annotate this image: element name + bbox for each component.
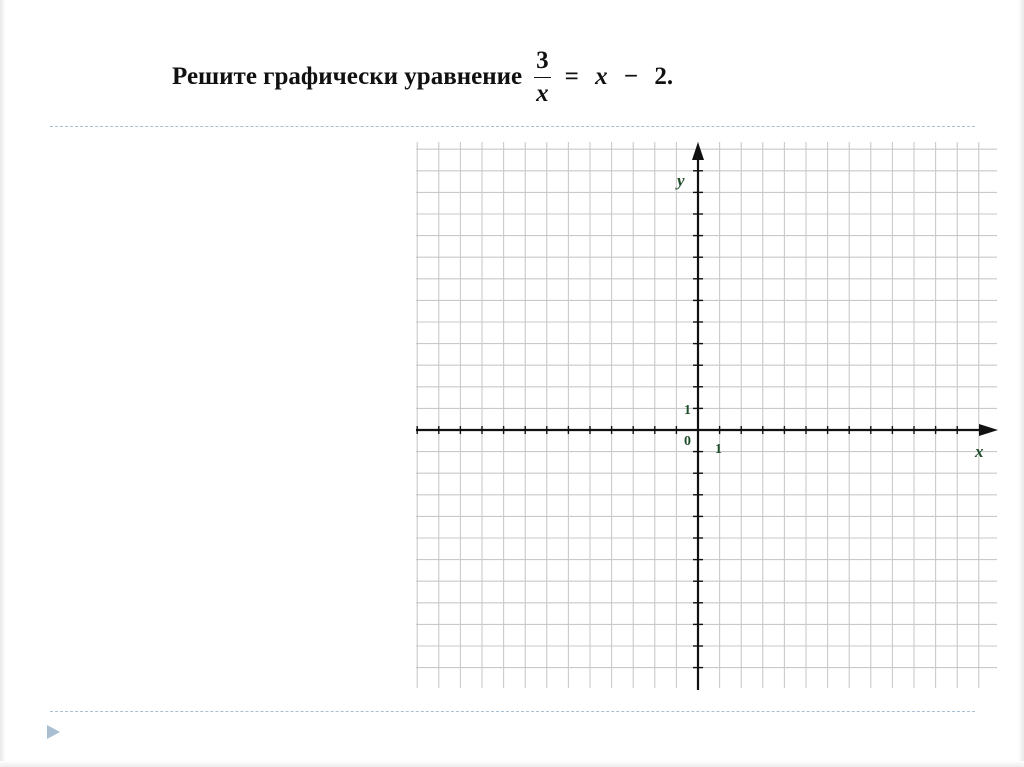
triangle-right-icon[interactable] xyxy=(44,723,62,741)
axis-ticks xyxy=(417,171,957,668)
equation-rhs-constant: 2. xyxy=(654,63,674,90)
y-axis-label: y xyxy=(677,171,685,190)
equation-equals-sign: = xyxy=(564,63,579,90)
equation-minus-sign: − xyxy=(623,63,639,90)
fraction-numerator: 3 xyxy=(534,48,551,78)
y-unit-label: 1 xyxy=(684,403,691,418)
y-axis-arrowhead xyxy=(692,142,704,160)
x-axis-arrowhead xyxy=(979,424,998,436)
grid-lines xyxy=(416,142,997,688)
origin-label: 0 xyxy=(684,434,691,449)
fraction-denominator: x xyxy=(536,80,549,107)
equation-rhs-variable: x xyxy=(595,63,608,90)
title-text: Решите графически уравнение xyxy=(172,63,523,90)
bottom-dashed-divider xyxy=(50,711,975,712)
x-unit-label: 1 xyxy=(715,442,722,457)
x-axis-label: x xyxy=(975,442,984,461)
